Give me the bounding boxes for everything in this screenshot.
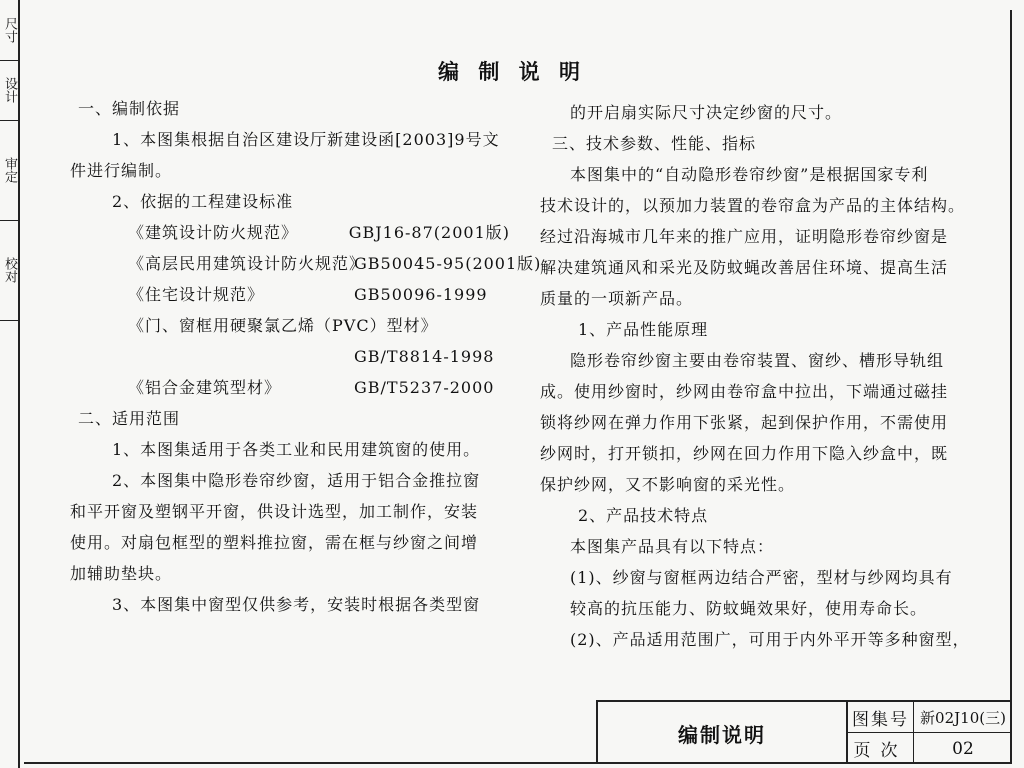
standard-row — [70, 217, 510, 248]
paragraph-line: 经过沿海城市几年来的推广应用，证明隐形卷帘纱窗是 — [540, 227, 949, 246]
page-number-value: 02 — [952, 738, 974, 759]
section-heading: 一、编制依据 — [78, 99, 181, 118]
atlas-number-label: 图集号 — [848, 702, 914, 733]
standard-code: GBJ16-87(2001版) — [348, 223, 510, 242]
title-block-name: 编制说明 — [598, 702, 848, 764]
paragraph-line: 1、本图集根据自治区建设厅新建设函[2003]9号文 — [112, 130, 500, 149]
standard-code: GB50045-95(2001版) — [354, 254, 542, 273]
paragraph-line: 保护纱网，又不影响窗的采光性。 — [540, 475, 796, 494]
paragraph-line: 锁将纱网在弹力作用下张紧，起到保护作用，不需使用 — [540, 413, 949, 432]
paragraph-line: 2、本图集中隐形卷帘纱窗，适用于铝合金推拉窗 — [112, 471, 481, 490]
right-column — [540, 97, 970, 655]
subsection-heading: 2、产品技术特点 — [578, 506, 709, 525]
standard-code: GB50096-1999 — [354, 285, 488, 304]
standard-name: 《高层民用建筑设计防火规范》 — [128, 254, 367, 273]
paragraph-line: (2)、产品适用范围广，可用于内外平开等多种窗型， — [570, 630, 970, 649]
strip-cell: 设计 — [0, 60, 18, 121]
standard-name: 《建筑设计防火规范》 — [128, 223, 299, 242]
paragraph-line: 质量的一项新产品。 — [540, 289, 694, 308]
paragraph-line: 本图集中的“自动隐形卷帘纱窗”是根据国家专利 — [570, 165, 929, 184]
section-heading: 三、技术参数、性能、指标 — [552, 134, 757, 153]
paragraph-line: 的开启扇实际尺寸决定纱窗的尺寸。 — [570, 103, 843, 122]
strip-cell: 审定 — [0, 120, 18, 221]
paragraph-line: 加辅助垫块。 — [70, 564, 173, 583]
standard-row — [70, 248, 542, 279]
paragraph-line: 使用。对扇包框型的塑料推拉窗，需在框与纱窗之间增 — [70, 533, 479, 552]
paragraph-line: 成。使用纱窗时，纱网由卷帘盒中拉出，下端通过磁挂 — [540, 382, 949, 401]
paragraph-line: 本图集产品具有以下特点： — [570, 537, 775, 556]
standard-name: 《铝合金建筑型材》 — [128, 378, 282, 397]
paragraph-line: 2、依据的工程建设标准 — [112, 192, 294, 211]
section-heading: 二、适用范围 — [78, 409, 181, 428]
binding-strip — [0, 0, 20, 768]
left-column — [70, 93, 542, 620]
paragraph-line: 技术设计的，以预加力装置的卷帘盒为产品的主体结构。 — [540, 196, 966, 215]
paragraph-line: 较高的抗压能力、防蚊蝇效果好，使用寿命长。 — [570, 599, 928, 618]
standard-row — [70, 279, 510, 310]
standard-code: GB/T8814-1998 — [354, 347, 495, 366]
standard-code: GB/T5237-2000 — [354, 378, 495, 397]
strip-cell: 尺寸 — [0, 0, 18, 61]
page-number-label: 页次 — [848, 733, 914, 764]
strip-cell: 校对 — [0, 220, 18, 321]
paragraph-line: 隐形卷帘纱窗主要由卷帘装置、窗纱、槽形导轨组 — [570, 351, 945, 370]
subsection-heading: 1、产品性能原理 — [578, 320, 709, 339]
paragraph-line: 3、本图集中窗型仅供参考，安装时根据各类型窗 — [112, 595, 481, 614]
atlas-number-value: 新02J10(三) — [914, 702, 1012, 733]
paragraph-line: 纱网时，打开锁扣，纱网在回力作用下隐入纱盒中，既 — [540, 444, 949, 463]
paragraph-line: 解决建筑通风和采光及防蚊蝇改善居住环境、提高生活 — [540, 258, 949, 277]
standard-name: 《门、窗框用硬聚氯乙烯（PVC）型材》 — [128, 316, 438, 335]
page-title: 编 制 说 明 — [438, 60, 586, 84]
paragraph-line: 和平开窗及塑钢平开窗，供设计选型，加工制作，安装 — [70, 502, 479, 521]
title-block — [596, 700, 1012, 764]
paragraph-line: 1、本图集适用于各类工业和民用建筑窗的使用。 — [112, 440, 481, 459]
standard-row — [70, 372, 510, 403]
standard-name: 《住宅设计规范》 — [128, 285, 265, 304]
paragraph-line: (1)、纱窗与窗框两边结合严密，型材与纱网均具有 — [570, 568, 953, 587]
paragraph-line: 件进行编制。 — [70, 161, 173, 180]
